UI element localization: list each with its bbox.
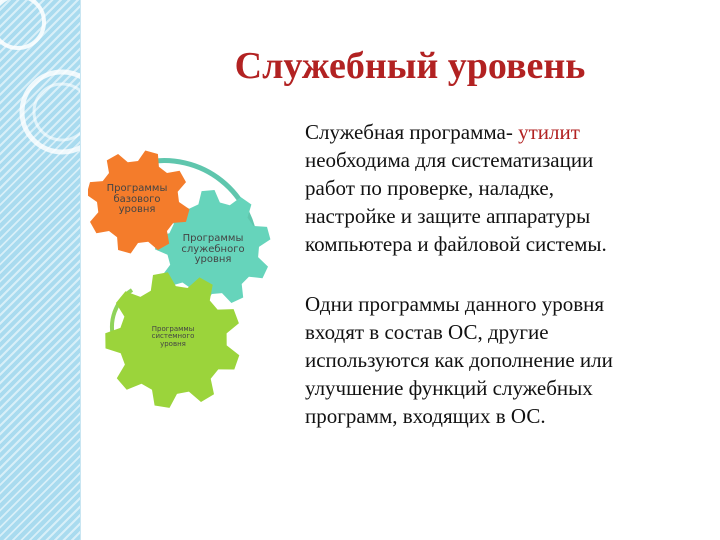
gear-base-line2: базового bbox=[113, 193, 161, 205]
gear-service-label bbox=[172, 234, 254, 266]
gear-system-line3: уровня bbox=[160, 339, 186, 348]
sidebar-circles-decoration bbox=[0, 0, 80, 540]
paragraph-2-line: Одни программы данного уровня bbox=[305, 292, 605, 316]
gears-diagram bbox=[88, 130, 288, 410]
slide-title: Служебный уровень bbox=[234, 45, 586, 87]
paragraph-2-line: используются как дополнение или bbox=[305, 348, 613, 372]
paragraph-1-first-line bbox=[305, 118, 700, 146]
paragraph-2-line: программ, входящих в ОС. bbox=[305, 404, 546, 428]
decorative-sidebar bbox=[0, 0, 81, 540]
gear-service-line2: служебного bbox=[181, 243, 245, 255]
gear-system-line1: Программы bbox=[151, 325, 195, 333]
paragraph-1-line: работ по проверке, наладке, bbox=[305, 176, 554, 200]
gear-system-line2: системного bbox=[151, 332, 195, 341]
paragraph-1-line: настройке и защите аппаратуры bbox=[305, 204, 591, 228]
paragraph-1-line: необходима для систематизации bbox=[305, 148, 594, 172]
paragraph-2-line: входят в состав ОС, другие bbox=[305, 320, 549, 344]
gear-base-line3: уровня bbox=[118, 204, 156, 215]
gear-shapes bbox=[88, 130, 288, 410]
gear-service-line3: уровня bbox=[194, 254, 232, 265]
highlight-word: утилит bbox=[518, 120, 580, 144]
gear-service-line1: Программы bbox=[182, 233, 244, 244]
paragraph-1-lead-text: Служебная программа- bbox=[305, 120, 519, 144]
gear-base-label bbox=[98, 184, 176, 216]
gear-base-line1: Программы bbox=[106, 183, 168, 194]
paragraph-utility-definition bbox=[305, 118, 700, 258]
paragraph-os-components bbox=[305, 290, 700, 430]
paragraph-1-line: компьютера и файловой системы. bbox=[305, 232, 607, 256]
gear-system-label bbox=[144, 326, 202, 348]
paragraph-2-line: улучшение функций служебных bbox=[305, 376, 593, 400]
